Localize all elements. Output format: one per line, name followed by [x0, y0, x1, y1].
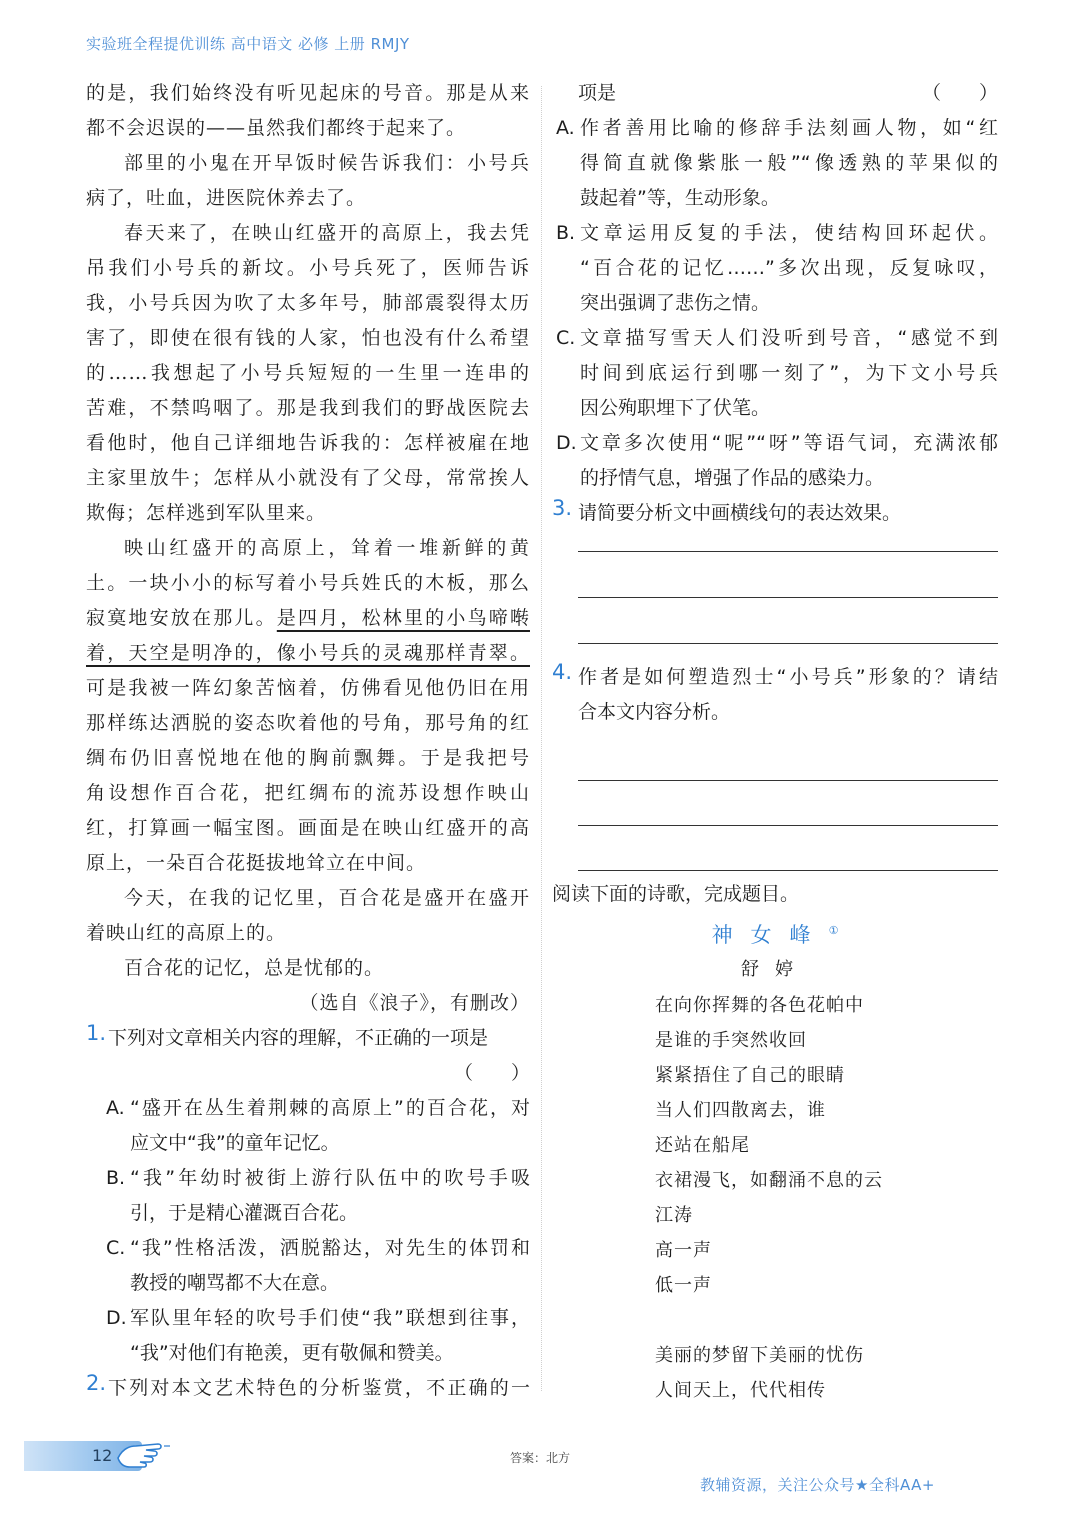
passage-line: 的是，我们始终没有听见起床的号音。那是从来: [86, 82, 530, 104]
passage-line: 我，小号兵因为吹了太多年号，肺部震裂得太历: [86, 292, 530, 314]
question-number: 3.: [552, 496, 573, 520]
question-stem: 作者是如何塑造烈士“小号兵”形象的？请结: [578, 666, 998, 688]
passage-line: 那样练达洒脱的姿态吹着他的号角，那号角的红: [86, 712, 530, 734]
passage-line: 吊我们小号兵的新坟。小号兵死了，医师告诉: [86, 257, 530, 279]
poem-line: 人间天上，代代相传: [655, 1380, 826, 1401]
poem-line: 是谁的手突然收回: [655, 1030, 807, 1051]
question-stem: 下列对本文艺术特色的分析鉴赏，不正确的一: [108, 1377, 530, 1399]
option-a: A. 作者善用比喻的修辞手法刻画人物，如“红 得简直就像紫胀一般”“像透熟的苹果似的 鼓起着”等，生动形象。: [556, 117, 998, 209]
passage-line: 角设想作百合花，把红绸布的流苏设想作映山: [86, 782, 530, 804]
underlined-sentence: 是四月，松林里的小鸟啼啭: [276, 607, 530, 629]
answer-line[interactable]: [578, 780, 998, 781]
option-b: B. “我”年幼时被街上游行队伍中的吹号手吸 引，于是精心灌溉百合花。: [106, 1167, 530, 1224]
poem-body: [552, 988, 998, 1408]
option-c: C. “我”性格活泼，洒脱豁达，对先生的体罚和 教授的嘲骂都不大在意。: [106, 1237, 530, 1294]
answer-line[interactable]: [578, 643, 998, 644]
passage-line: 主家里放牛；怎样从小就没有了父母，常常挨人: [86, 467, 530, 489]
passage-line: 映山红盛开的高原上，耸着一堆新鲜的黄: [124, 537, 530, 559]
passage-line: 绸布仍旧喜悦地在他的胸前飘舞。于是我把号: [86, 747, 530, 769]
underlined-sentence: 着，天空是明净的，像小号兵的灵魂那样青翠。: [86, 642, 530, 664]
passage-line: 可是我被一阵幻象苦恼着，仿佛看见他仍旧在用: [86, 677, 530, 699]
passage-line: 原上，一朵百合花挺拔地耸立在中间。: [86, 852, 427, 874]
stanza-gap: [655, 1303, 998, 1338]
passage-line: 欺侮；怎样逃到军队里来。: [86, 502, 327, 524]
book-header: 实验班全程提优训练 高中语文 必修 上册 RMJY: [86, 35, 410, 53]
watermark-text: 教辅资源，关注公众号★全科AA+: [700, 1476, 935, 1494]
poem-line: 在向你挥舞的各色花帕中: [655, 995, 864, 1016]
answer-line[interactable]: [578, 870, 998, 871]
passage-paragraph-5: [86, 881, 530, 951]
answer-footer: 答案：北方: [509, 1451, 570, 1465]
passage-line: 部里的小鬼在开早饭时候告诉我们：小号兵: [124, 152, 530, 174]
option-d: D. 文章多次使用“呢”“呀”等语气词，充满浓郁 的抒情气息，增强了作品的感染力。: [556, 432, 998, 489]
question-3: [552, 496, 998, 531]
poem-instruction: 阅读下面的诗歌，完成题目。: [552, 883, 800, 905]
poem-line: 美丽的梦留下美丽的忧伤: [655, 1345, 864, 1366]
answer-line[interactable]: [578, 597, 998, 598]
option-b: B. 文章运用反复的手法，使结构回环起伏。 “百合花的记忆……”多次出现，反复咏叹， 突出强调了悲伤之情。: [556, 222, 998, 314]
question-2-stem-continued: 项是 （ ）: [552, 76, 998, 111]
page-number: 12: [92, 1446, 113, 1465]
answer-bracket-q1[interactable]: （ ）: [453, 1062, 530, 1084]
option-d: D. 军队里年轻的吹号手们使“我”联想到往事， “我”对他们有艳羡，更有敬佩和赞美。: [106, 1307, 530, 1364]
option-a: A. “盛开在丛生着荆棘的高原上”的百合花，对 应文中“我”的童年记忆。: [106, 1097, 530, 1154]
question-4: [552, 660, 998, 730]
passage: [86, 76, 530, 1021]
passage-paragraph-1: [86, 76, 530, 146]
passage-line: 土。一块小小的标写着小号兵姓氏的木板，那么: [86, 572, 530, 594]
passage-line: 苦难，不禁呜咽了。那是我到我们的野战医院去: [86, 397, 530, 419]
question-stem: 下列对文章相关内容的理解，不正确的一项是: [108, 1027, 489, 1049]
footnote-mark: ①: [828, 924, 839, 937]
question-1: [86, 1021, 530, 1056]
passage-paragraph-4: [86, 531, 530, 881]
poem-line: 当人们四散离去，谁: [655, 1100, 826, 1121]
passage-paragraph-2: [86, 146, 530, 216]
question-number: 1.: [86, 1021, 107, 1045]
poem-line: 江涛: [655, 1205, 693, 1226]
question-stem: 请简要分析文中画横线句的表达效果。: [578, 502, 902, 524]
poem-line: 高一声: [655, 1240, 712, 1261]
right-column: [552, 76, 998, 1408]
passage-line: 春天来了，在映山红盛开的高原上，我去凭: [124, 222, 530, 244]
option-c: C. 文章描写雪天人们没听到号音，“感觉不到 时间到底运行到哪一刻了”，为下文小号兵 因公殉职埋下了伏笔。: [556, 327, 998, 419]
question-2: [86, 1371, 530, 1406]
question-stem: 合本文内容分析。: [578, 701, 731, 723]
question-number: 4.: [552, 660, 573, 684]
answer-lines-q4[interactable]: [552, 730, 998, 871]
column-divider: [541, 86, 542, 1391]
passage-paragraph-3: [86, 216, 530, 531]
poem-title: 神女峰①: [711, 923, 839, 947]
poem-line: 低一声: [655, 1275, 712, 1296]
passage-line: 百合花的记忆，总是忧郁的。: [124, 957, 385, 979]
passage-line: 着映山红的高原上的。: [86, 922, 287, 944]
poem-line: 还站在船尾: [655, 1135, 750, 1156]
passage-line: 的……我想起了小号兵短短的一生里一连串的: [86, 362, 530, 384]
passage-line: 都不会迟误的——虽然我们都终于起来了。: [86, 117, 467, 139]
passage-line-with-underline: 寂寞地安放在那儿。是四月，松林里的小鸟啼啭: [86, 607, 530, 629]
poem-author: 舒婷: [741, 959, 809, 980]
passage-line: 看他时，他自己详细地告诉我的：怎样被雇在地: [86, 432, 530, 454]
passage-line: 害了，即使在很有钱的人家，怕也没有什么希望: [86, 327, 530, 349]
passage-paragraph-6: [86, 951, 530, 986]
poem-line: 紧紧捂住了自己的眼睛: [655, 1065, 845, 1086]
passage-line-with-underline: [86, 636, 530, 671]
passage-line: 今天，在我的记忆里，百合花是盛开在盛开: [124, 887, 530, 909]
passage-source: （选自《浪子》，有删改）: [299, 992, 530, 1014]
poem-line: 衣裙漫飞，如翻涌不息的云: [655, 1170, 883, 1191]
answer-lines-q3[interactable]: [552, 531, 998, 644]
passage-line: 病了，吐血，进医院休养去了。: [86, 187, 367, 209]
answer-bracket-q2[interactable]: （ ）: [921, 82, 998, 104]
answer-line[interactable]: [578, 551, 998, 552]
passage-line: 红，打算画一幅宝图。画面是在映山红盛开的高: [86, 817, 530, 839]
question-number: 2.: [86, 1371, 107, 1395]
left-column: [86, 76, 530, 1406]
answer-line[interactable]: [578, 825, 998, 826]
